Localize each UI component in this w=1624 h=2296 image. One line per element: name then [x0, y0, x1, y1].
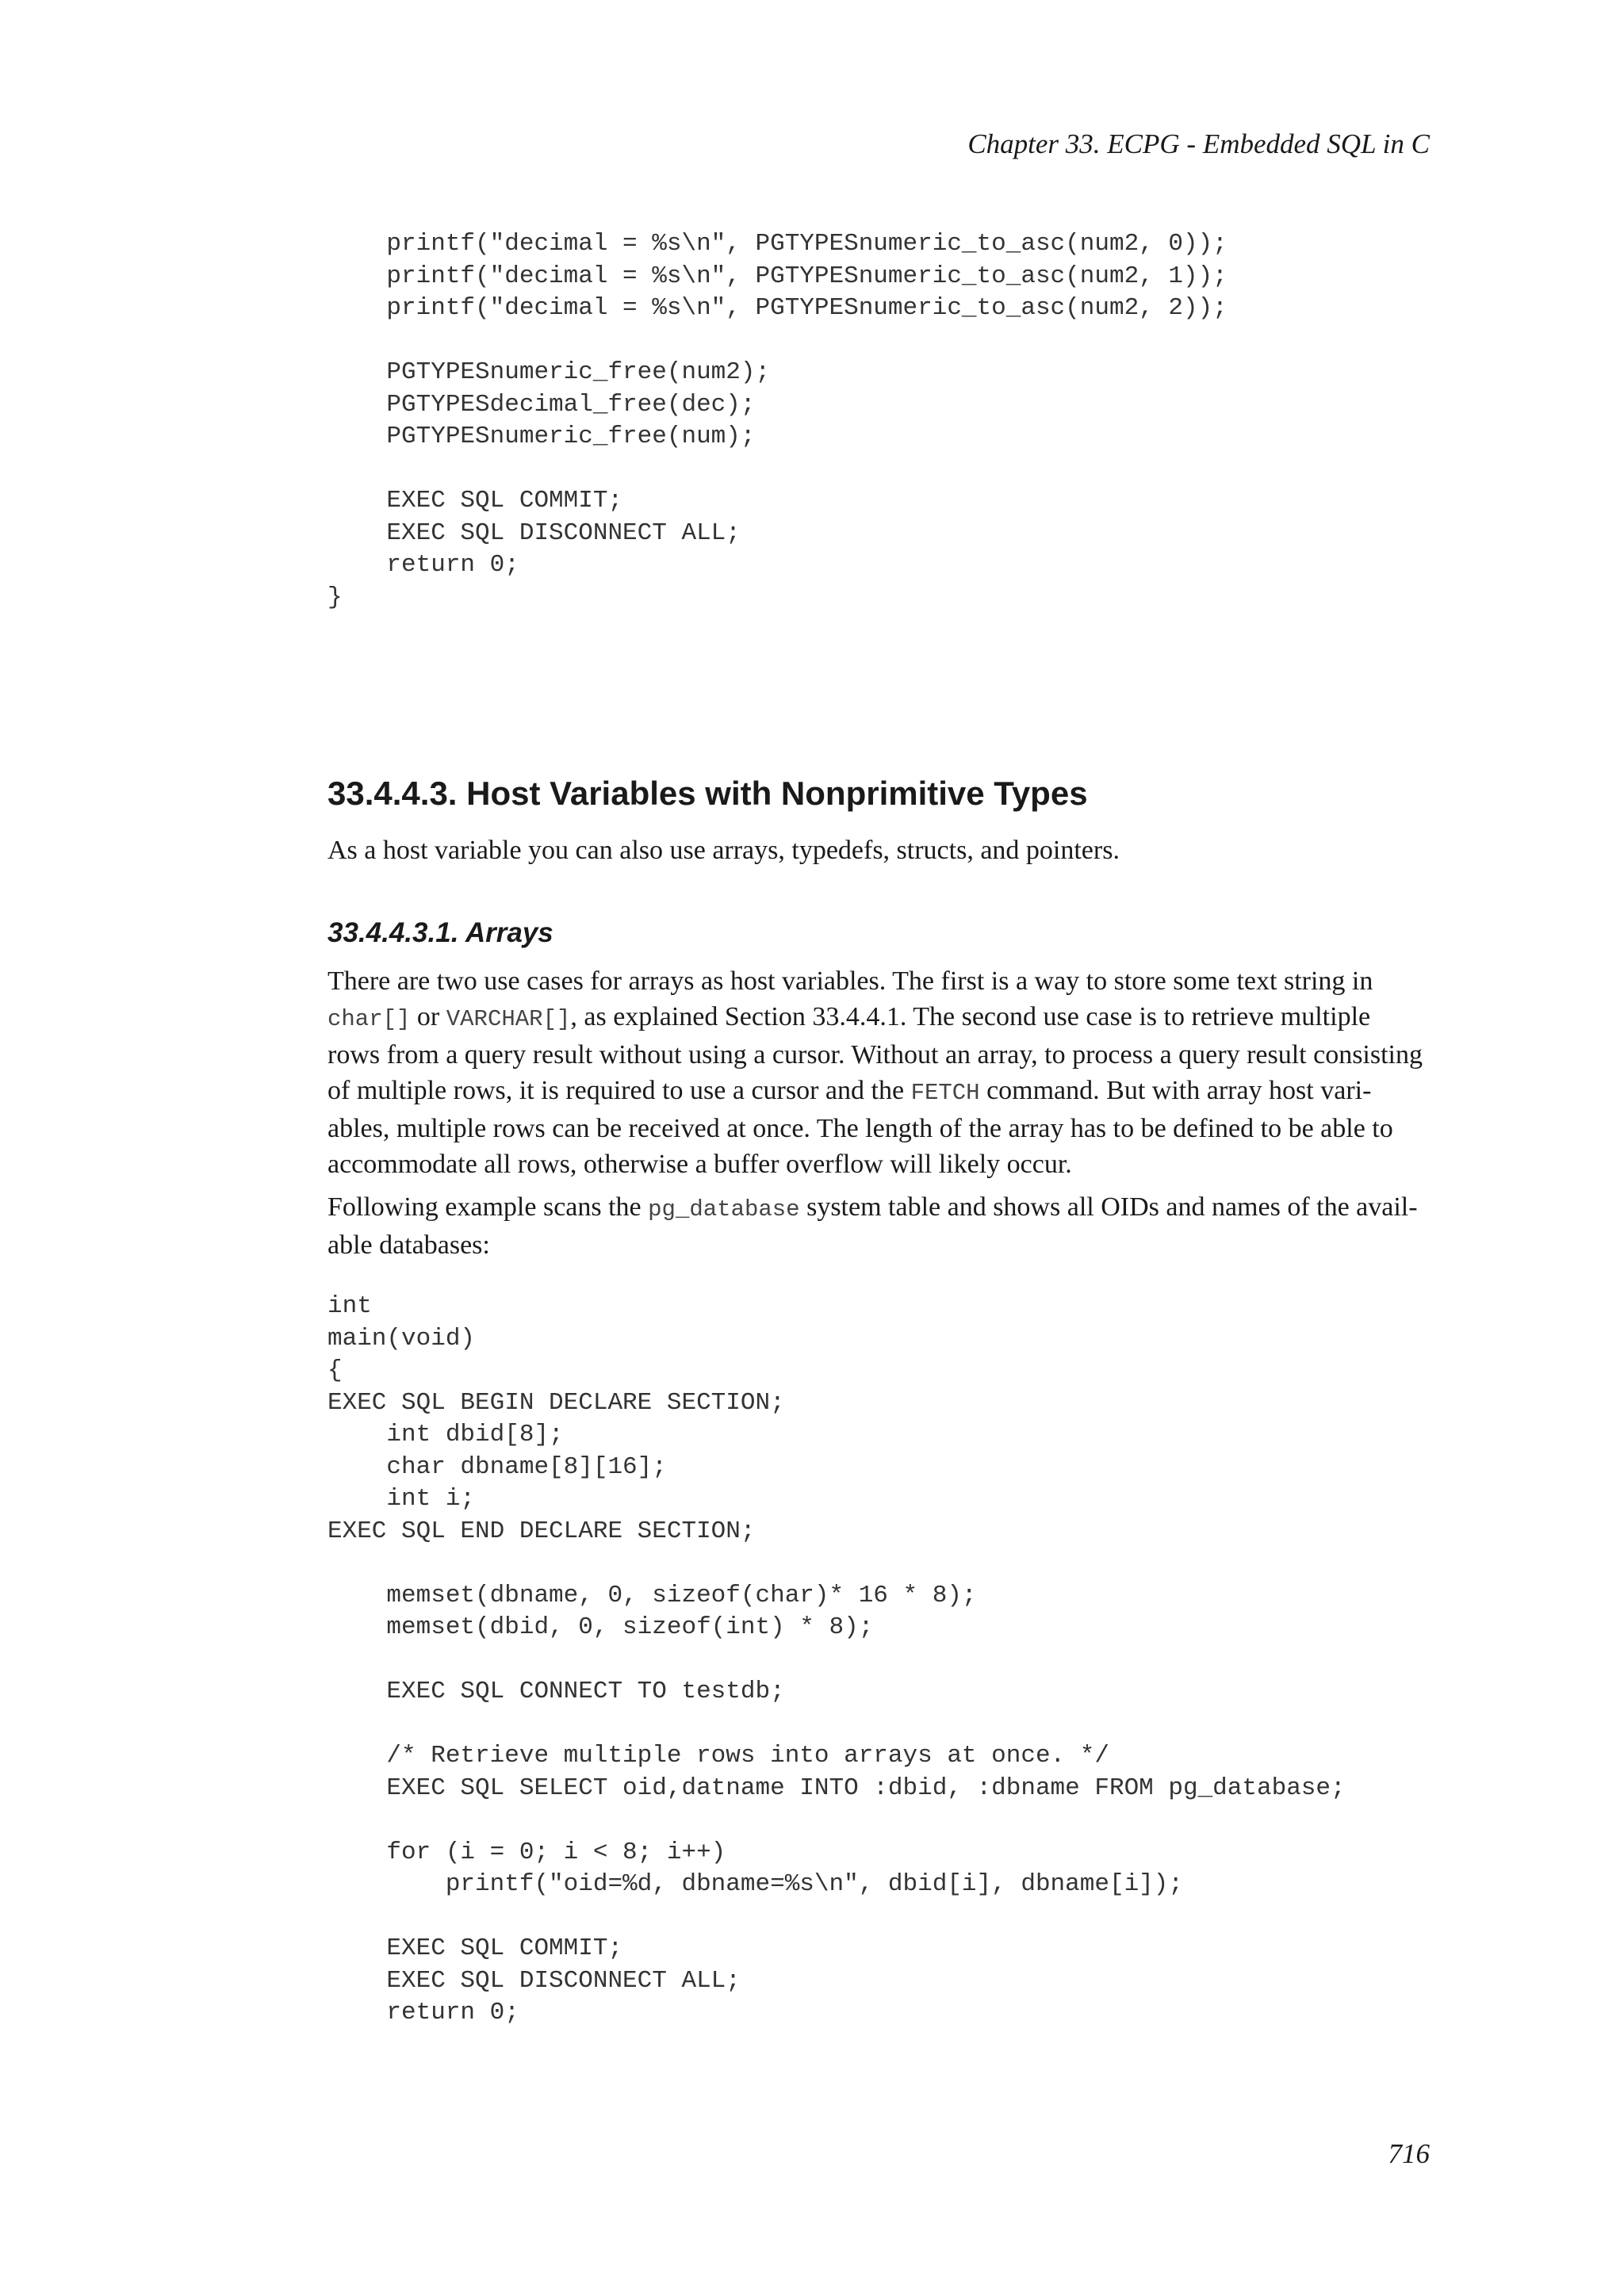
paragraph-line: As a host variable you can also use arrays, typedefs, structs, and pointers.: [327, 836, 1120, 865]
running-header: Chapter 33. ECPG - Embedded SQL in C: [967, 128, 1430, 159]
paragraph-line: ables, multiple rows can be received at once. The length of the array has to be defined to be able to: [327, 1114, 1393, 1143]
paragraph-text: or: [410, 1002, 446, 1031]
paragraph-text: system table and shows all OIDs and names of the avail-: [799, 1192, 1418, 1222]
paragraph-text: , as explained Section 33.4.4.1. The second use case is to retrieve multiple: [570, 1002, 1371, 1031]
paragraph-line: accommodate all rows, otherwise a buffer overflow will likely occur.: [327, 1150, 1072, 1179]
page-number: 716: [1388, 2138, 1430, 2169]
section-intro-paragraph: [327, 832, 1120, 868]
paragraph-line: There are two use cases for arrays as host variables. The first is a way to store some text string in: [327, 966, 1373, 996]
paragraph-text: command. But with array host vari-: [979, 1076, 1372, 1105]
paragraph-line: [327, 1073, 1423, 1111]
inline-code: VARCHAR[]: [446, 1006, 571, 1032]
paragraph-line: [327, 1189, 1418, 1227]
paragraph-line: able databases:: [327, 1230, 490, 1260]
paragraph-text: of multiple rows, it is required to use a cursor and the: [327, 1076, 911, 1105]
subsection-heading: 33.4.4.3.1. Arrays: [327, 917, 553, 948]
paragraph-line: [327, 999, 1423, 1037]
code-block-example: int main(void) { EXEC SQL BEGIN DECLARE SECTION; int dbid[8]; char dbname[8][16]; int i; EXEC SQL END DECLARE SECTION; memset(dbname, 0, sizeof(char)* 16 * 8); memset(dbid, 0, sizeof(int) * 8); EXEC SQL CONNECT TO testdb; /* Retrieve multiple rows into arrays at once. */ EXEC SQL SELECT oid,datname INTO :dbid, :dbname FROM pg_database; for (i = 0; i < 8; i++) printf("oid=%d, dbname=%s\n", dbid[i], dbname[i]); EXEC SQL COMMIT; EXEC SQL DISCONNECT ALL; return 0;: [327, 1292, 1346, 2026]
arrays-paragraph-2: [327, 1189, 1418, 1263]
inline-code: FETCH: [910, 1080, 980, 1106]
arrays-paragraph-1: [327, 963, 1423, 1182]
paragraph-text: Following example scans the: [327, 1192, 649, 1222]
paragraph-line: rows from a query result without using a cursor. Without an array, to process a query result consisting: [327, 1040, 1423, 1070]
code-block-top: printf("decimal = %s\n", PGTYPESnumeric_to_asc(num2, 0)); printf("decimal = %s\n", PGTYPESnumeric_to_asc(num2, 1)); printf("decimal = %s\n", PGTYPESnumeric_to_asc(num2, 2)); PGTYPESnumeric_free(num2); PGTYPESdecimal_free(dec); PGTYPESnumeric_free(num); EXEC SQL COMMIT; EXEC SQL DISCONNECT ALL; return 0; }: [327, 230, 1228, 611]
inline-code: char[]: [327, 1006, 411, 1032]
section-heading: 33.4.4.3. Host Variables with Nonprimitive Types: [327, 775, 1088, 812]
inline-code: pg_database: [648, 1196, 800, 1223]
